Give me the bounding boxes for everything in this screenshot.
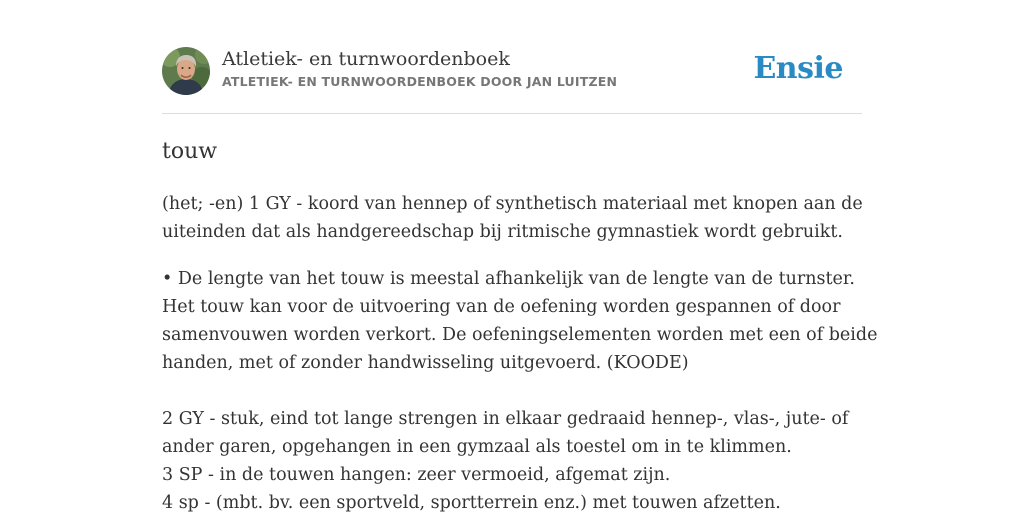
paragraph-gap — [162, 377, 862, 405]
definition-line: ander garen, opgehangen in een gymzaal als toestel om in te klimmen. — [162, 437, 792, 457]
dictionary-header — [162, 47, 862, 95]
definition-line: handen, met of zonder handwisseling uitgevoerd. (KOODE) — [162, 353, 689, 373]
book-author[interactable]: ATLETIEK- EN TURNWOORDENBOEK DOOR JAN LUITZEN — [222, 74, 618, 89]
definition-paragraph — [162, 265, 878, 512]
definition-line: (het; -en) 1 GY - koord van hennep of synthetisch materiaal met knopen aan de — [162, 194, 863, 214]
definition-line: • De lengte van het touw is meestal afhankelijk van de lengte van de turnster. — [162, 269, 855, 289]
definition-line: uiteinden dat als handgereedschap bij ritmische gymnastiek wordt gebruikt. — [162, 222, 843, 242]
entry-term: touw — [162, 139, 218, 164]
book-title[interactable]: Atletiek- en turnwoordenboek — [222, 48, 510, 70]
definition-line: 3 SP - in de touwen hangen: zeer vermoeid, afgemat zijn. — [162, 465, 671, 485]
definition-line: 4 sp - (mbt. bv. een sportveld, sportterrein enz.) met touwen afzetten. — [162, 493, 781, 512]
ensie-logo-link[interactable]: Ensie — [753, 51, 843, 86]
entry-definition — [162, 190, 878, 512]
definition-paragraph — [162, 190, 862, 246]
definition-line: Het touw kan voor de uitvoering van de oefening worden gespannen of door — [162, 297, 841, 317]
header-divider — [162, 113, 862, 114]
author-portrait-icon — [162, 47, 210, 95]
author-avatar[interactable] — [162, 47, 210, 95]
definition-line: 2 GY - stuk, eind tot lange strengen in elkaar gedraaid hennep-, vlas-, jute- of — [162, 409, 849, 429]
definition-line: samenvouwen worden verkort. De oefeningselementen worden met een of beide — [162, 325, 878, 345]
